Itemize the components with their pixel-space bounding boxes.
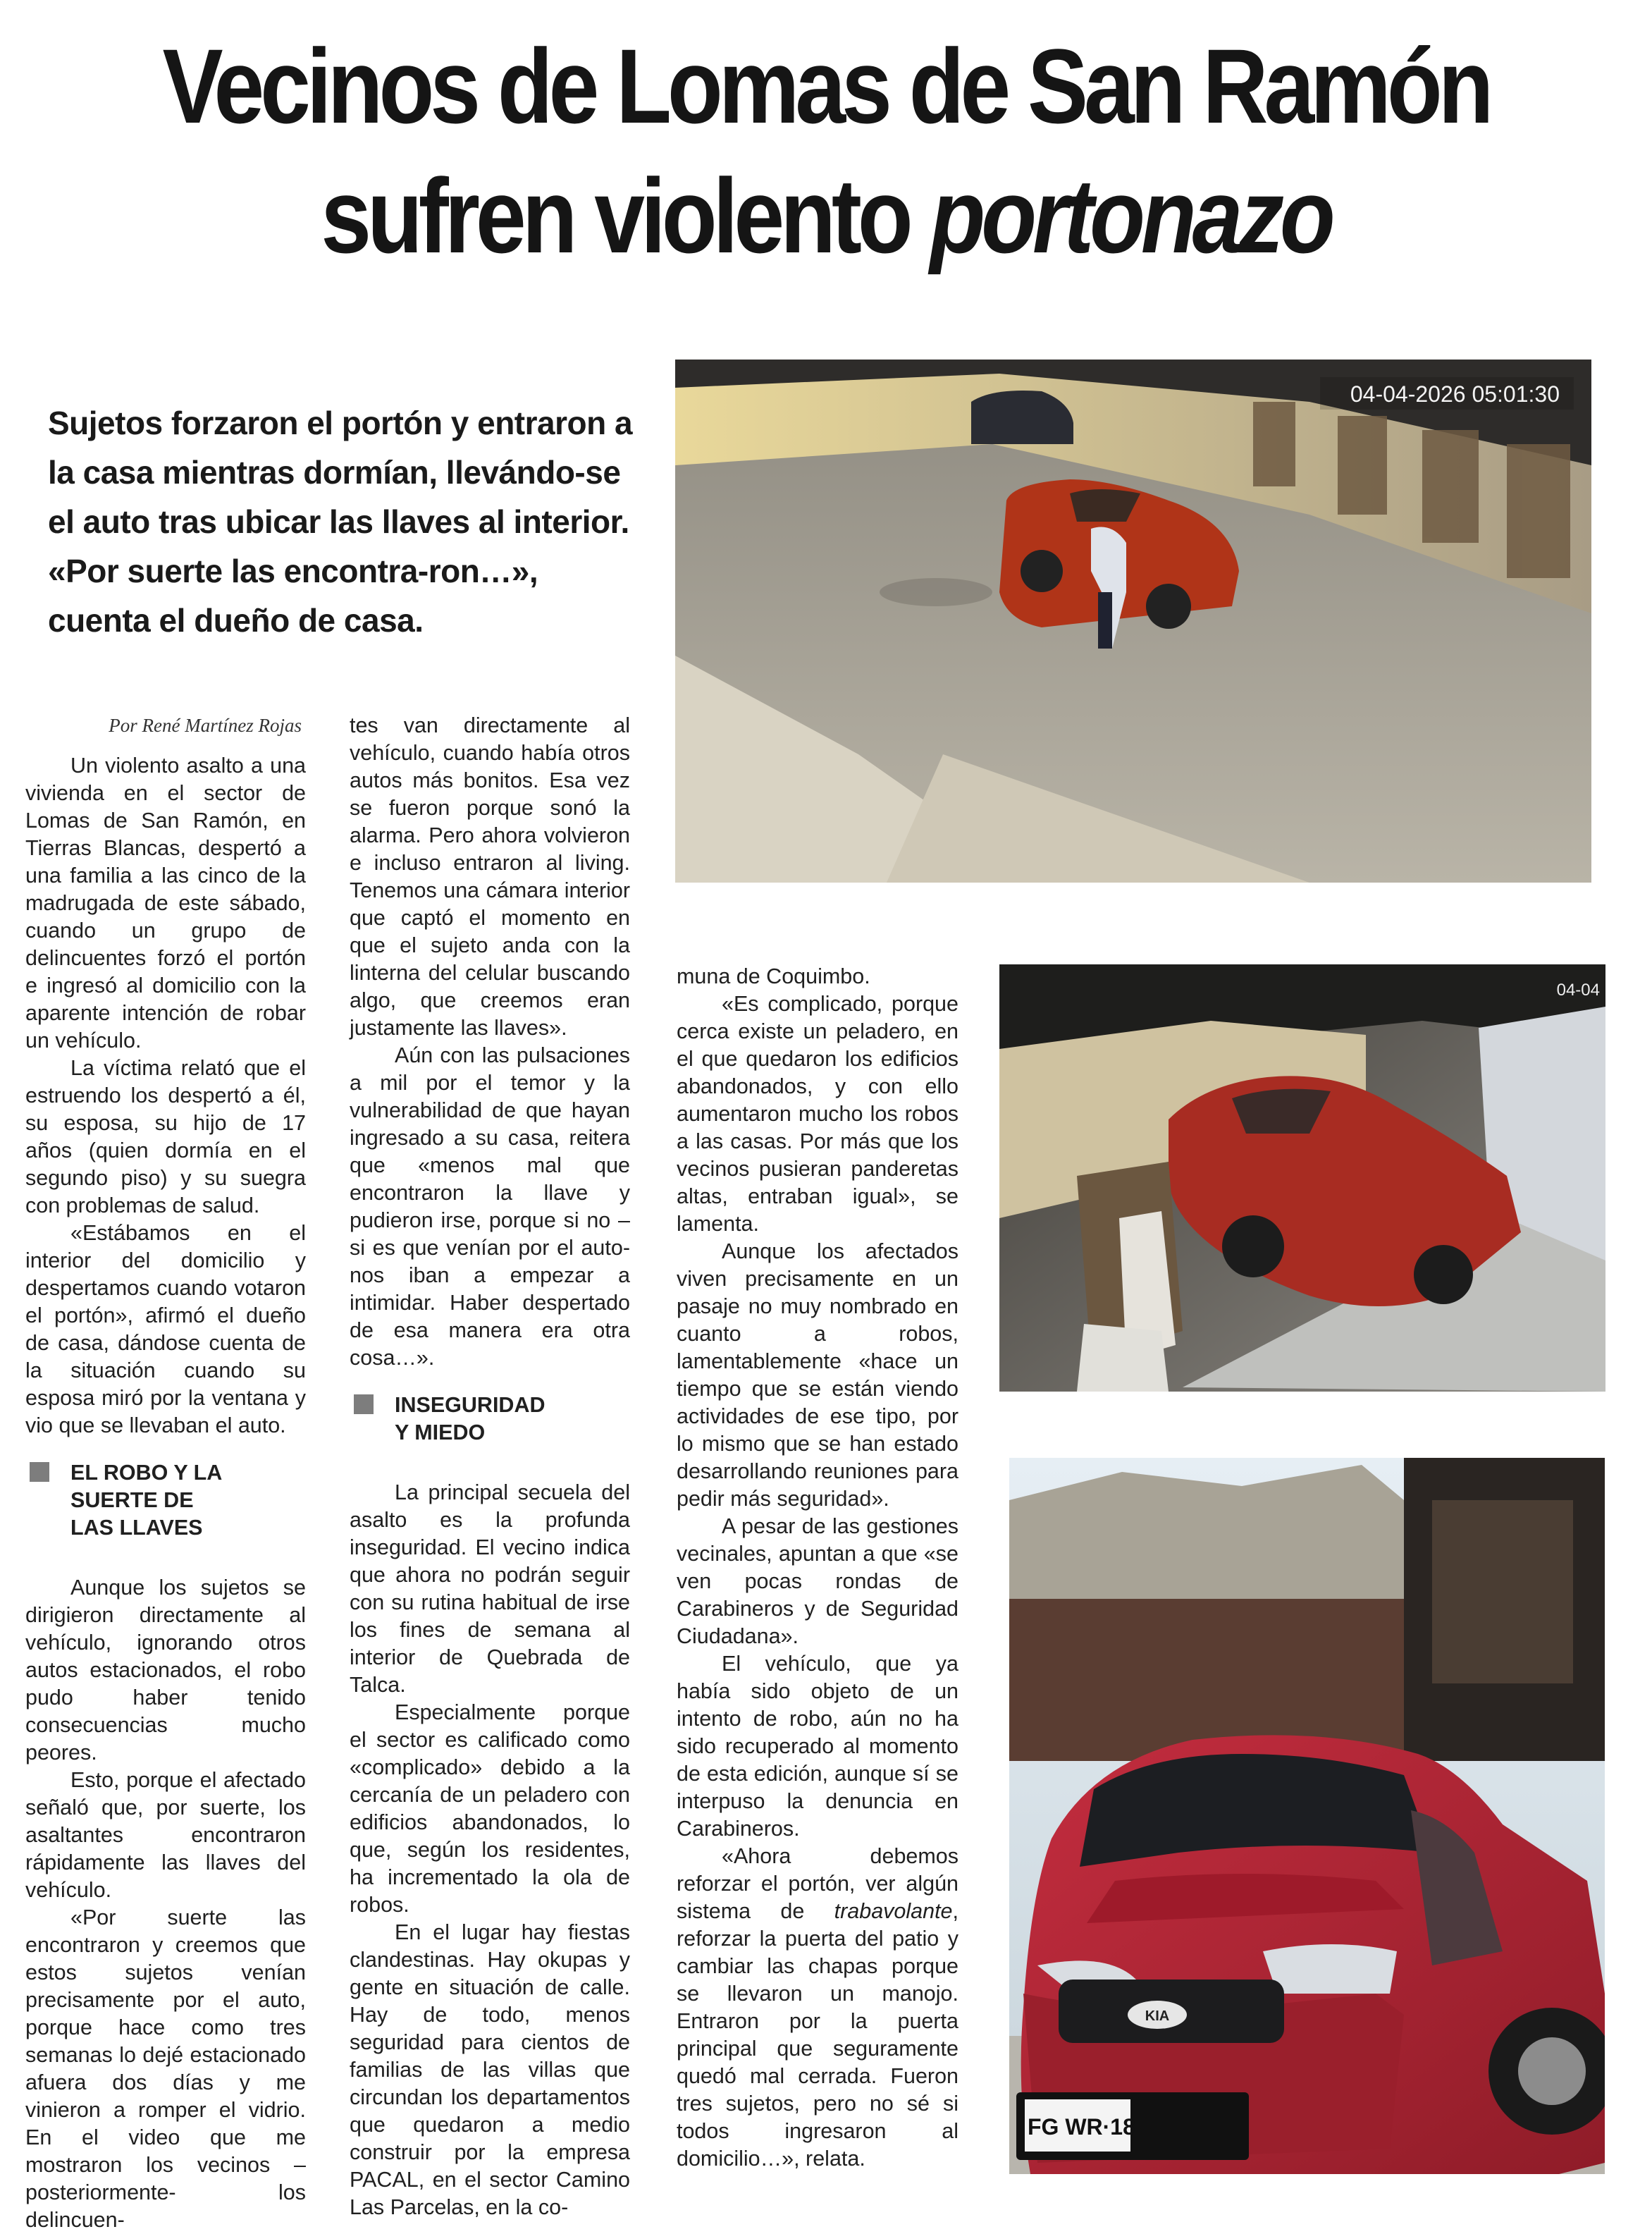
col1-paragraph: Un violento asalto a una vivienda en el sector de Lomas de San Ramón, en Tierras Blancas, despertó a una familia a las cinco de la madrugada de este sábado, cuando un grupo de delincuentes forzó el portón e ingresó al domicilio con la aparente intención de robar un vehículo. [25,754,306,1052]
column-1 [25,712,306,2234]
photo2-timestamp: 04-04 [1556,981,1600,1000]
col2-paragraph: Especialmente porque el sector es calificado como «complicado» debido a la cercanía de un peladero con edificios abandonados, lo que, según los residentes, ha incrementado la ola de robos. [350,1700,630,1917]
photo-cctv-driveway [999,964,1605,1392]
col3-paragraph: A pesar de las gestiones vecinales, apuntan a que «se ven pocas rondas de Carabineros y de Seguridad Ciudadana». [677,1514,958,1648]
col3-paragraph: Aunque los afectados viven precisamente en un pasaje no muy nombrado en cuanto a robos, lamentablemente «hace un tiempo que se están viendo actividades de ese tipo, por lo mismo que se han estado desarrollando reuniones para pedir más seguridad». [677,1239,958,1511]
col3-paragraph: El vehículo, que ya había sido objeto de un intento de robo, aún no ha sido recuperado al momento de esta edición, aunque sí se interpuso la denuncia en Carabineros. [677,1652,958,1841]
col3-paragraph: «Es complicado, porque cerca existe un peladero, en el que quedaron los edificios abandonados, y con ello aumentaron mucho los robos a las casas. Por más que los vecinos pusieran panderetas altas, entraban igual», se lamenta. [677,992,958,1236]
col2-paragraph: La principal secuela del asalto es la profunda inseguridad. El vecino indica que ahora no podrán seguir con su rutina habitual de irse los fines de semana al interior de Quebrada de Talca. [350,1480,630,1697]
headline-line-2 [140,151,1512,281]
photo3-plate: FG WR·18 [1028,2114,1135,2140]
col3-paragraph: muna de Coquimbo. [677,964,870,988]
col1-paragraph: Aunque los sujetos se dirigieron directamente al vehículo, ignorando otros autos estacionados, el robo pudo haber tenido consecuencias mucho peores. [25,1576,306,1765]
subheading-square-icon [354,1394,374,1414]
headline [140,21,1512,281]
col2-paragraph: tes van directamente al vehículo, cuando había otros autos más bonitos. Esa vez se fueron porque sonó la alarma. Pero ahora volvieron e incluso entraron al living. Tenemos una cámara interior que captó el momento en que el sujeto anda con la linterna del celular buscando algo, que creemos eran justamente las llaves». [350,713,630,1040]
subheading-inseguridad [350,1392,630,1447]
column-2 [350,712,630,2221]
photo1-timestamp: 04-04-2026 05:01:30 [1350,381,1560,407]
headline-line-1: Vecinos de Lomas de San Ramón [162,27,1490,145]
headline-line-2-regular: sufren violento [321,156,930,275]
col3-paragraph [677,1843,958,2173]
col3-text: , reforzar la puerta del patio y cambiar las chapas porque se llevaron un manojo. Entraron por la puerta principal que seguramente quedó mal cerrada. Fueron tres sujetos, pero no sé si todos ingresaron al domicilio…», relata. [677,1899,958,2171]
photo-red-kia [1009,1458,1605,2174]
subheading-line: LAS LLAVES [70,1516,203,1540]
deck-summary: Sujetos forzaron el portón y entraron a la casa mientras dormían, llevándo-se el auto tras ubicar las llaves al interior. «Por suerte las encontra-ron…», cuenta el dueño de casa. [48,405,633,639]
col1-paragraph: Esto, porque el afectado señaló que, por suerte, los asaltantes encontraron rápidamente las llaves del vehículo. [25,1768,306,1902]
subheading-square-icon [30,1462,49,1482]
col3-italic-text: trabavolante [834,1899,953,1923]
photo3-badge: KIA [1145,2008,1170,2024]
col3-text: «Ahora debemos reforzar el portón, ver algún sistema de [677,1844,958,1923]
subheading-line: EL ROBO Y LA [70,1461,223,1485]
subheading-robo-llaves [25,1459,306,1542]
col1-paragraph: «Por suerte las encontraron y creemos que estos sujetos venían precisamente por el auto, porque hace como tres semanas lo dejé estacionado afuera dos días y me vinieron a romper el vidrio. En el video que me mostraron los vecinos –posteriormente- los delincuen- [25,1905,306,2232]
subheading-line: INSEGURIDAD [395,1393,545,1417]
col2-paragraph: En el lugar hay fiestas clandestinas. Hay okupas y gente en situación de calle. Hay de todo, menos seguridad para cientos de familias de las villas que circundan los departamentos que quedaron a medio construir por la empresa PACAL, en el sector Camino Las Parcelas, en la co- [350,1920,630,2219]
headline-line-2-italic: portonazo [930,156,1331,275]
column-3 [677,963,958,2173]
byline: Por René Martínez Rojas [109,715,302,736]
subheading-line: Y MIEDO [395,1420,486,1444]
subheading-line: SUERTE DE [70,1488,194,1512]
photo-cctv-street [675,360,1591,883]
col2-paragraph: Aún con las pulsaciones a mil por el temor y la vulnerabilidad de que hayan ingresado a su casa, reitera que «menos mal que encontraron la llave y pudieron irse, porque si no –si es que venían por el auto- nos iban a empezar a intimidar. Haber despertado de esa manera era otra cosa…». [350,1043,630,1370]
col1-paragraph: La víctima relató que el estruendo los despertó a él, su esposa, su hijo de 17 años (quien dormía en el segundo piso) y su suegra con problemas de salud. [25,1056,306,1217]
col1-paragraph: «Estábamos en el interior del domicilio y despertamos cuando votaron el portón», afirmó el dueño de casa, dándose cuenta de la situación cuando su esposa miró por la ventana y vio que se llevaban el auto. [25,1221,306,1437]
